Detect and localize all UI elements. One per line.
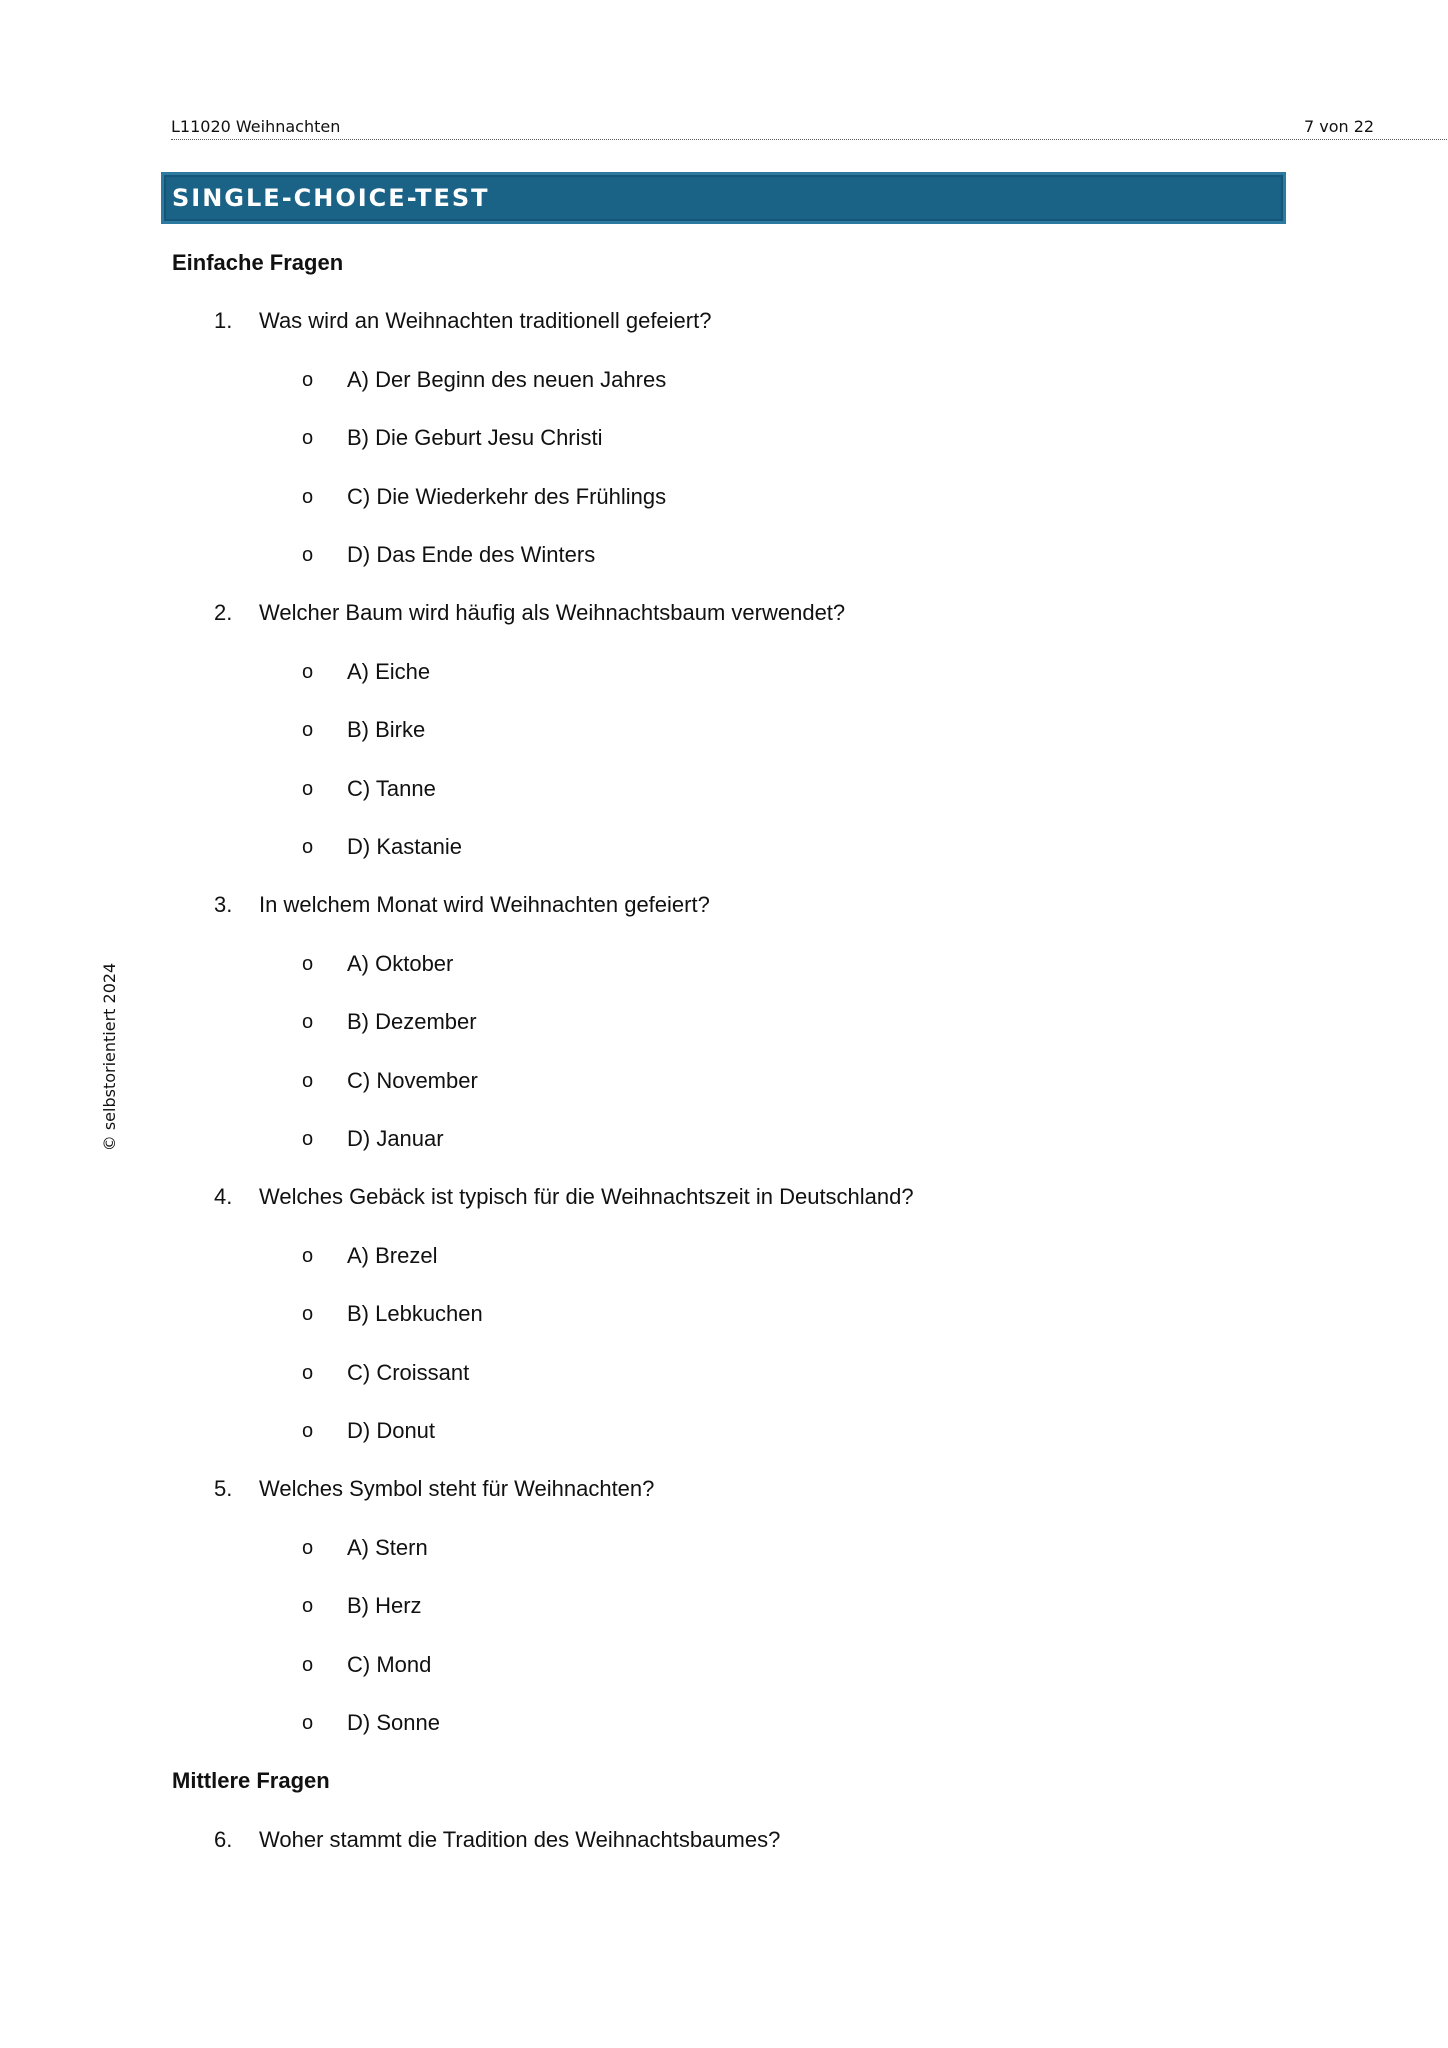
question-text: Woher stammt die Tradition des Weihnachtsbaumes? [259,1827,781,1852]
document-id: L11020 Weihnachten [171,117,341,136]
option-label: B) Lebkuchen [347,1301,483,1326]
option-label: B) Herz [347,1593,422,1618]
radio-circle-icon[interactable]: o [302,1712,314,1734]
radio-circle-icon[interactable]: o [302,1245,314,1267]
radio-circle-icon[interactable]: o [302,661,314,683]
question-text: Was wird an Weihnachten traditionell gefeiert? [259,308,712,333]
question-text: Welcher Baum wird häufig als Weihnachtsbaum verwendet? [259,600,846,625]
radio-circle-icon[interactable]: o [302,427,314,449]
radio-circle-icon[interactable]: o [302,486,314,508]
question-text: Welches Symbol steht für Weihnachten? [259,1476,655,1501]
option-label: B) Die Geburt Jesu Christi [347,425,603,450]
option-label: A) Stern [347,1535,428,1560]
radio-circle-icon[interactable]: o [302,1362,314,1384]
option-label: A) Brezel [347,1243,438,1268]
question-number: 1. [214,308,233,333]
question-text: Welches Gebäck ist typisch für die Weihnachtszeit in Deutschland? [259,1184,914,1209]
option-label: D) Donut [347,1418,436,1443]
question-number: 5. [214,1476,233,1501]
radio-circle-icon[interactable]: o [302,1303,314,1325]
option-label: A) Eiche [347,659,431,684]
radio-circle-icon[interactable]: o [302,1654,314,1676]
option-label: B) Dezember [347,1009,477,1034]
option-label: B) Birke [347,717,426,742]
radio-circle-icon[interactable]: o [302,836,314,858]
option-label: A) Oktober [347,951,454,976]
radio-circle-icon[interactable]: o [302,1070,314,1092]
radio-circle-icon[interactable]: o [302,1420,314,1442]
section-banner [161,172,1286,224]
option-label: C) November [347,1068,478,1093]
option-label: D) Kastanie [347,834,462,859]
question-number: 2. [214,600,233,625]
page-number: 7 von 22 [1304,117,1375,136]
section-heading: Einfache Fragen [172,250,344,275]
radio-circle-icon[interactable]: o [302,719,314,741]
copyright-notice: © selbstorientiert 2024 [100,962,119,1152]
radio-circle-icon[interactable]: o [302,778,314,800]
option-label: D) Sonne [347,1710,440,1735]
banner-title: SINGLE-CHOICE-TEST [172,184,490,212]
option-label: A) Der Beginn des neuen Jahres [347,367,667,392]
question-text: In welchem Monat wird Weihnachten gefeiert? [259,892,710,917]
option-label: C) Tanne [347,776,436,801]
option-label: D) Januar [347,1126,444,1151]
option-label: D) Das Ende des Winters [347,542,596,567]
radio-circle-icon[interactable]: o [302,369,314,391]
question-number: 4. [214,1184,233,1209]
radio-circle-icon[interactable]: o [302,953,314,975]
radio-circle-icon[interactable]: o [302,1011,314,1033]
option-label: C) Die Wiederkehr des Frühlings [347,484,667,509]
question-number: 3. [214,892,233,917]
question-number: 6. [214,1827,233,1852]
radio-circle-icon[interactable]: o [302,544,314,566]
section-heading: Mittlere Fragen [172,1768,330,1793]
radio-circle-icon[interactable]: o [302,1537,314,1559]
page-header [171,113,1447,140]
option-label: C) Croissant [347,1360,470,1385]
radio-circle-icon[interactable]: o [302,1128,314,1150]
option-label: C) Mond [347,1652,432,1677]
radio-circle-icon[interactable]: o [302,1595,314,1617]
